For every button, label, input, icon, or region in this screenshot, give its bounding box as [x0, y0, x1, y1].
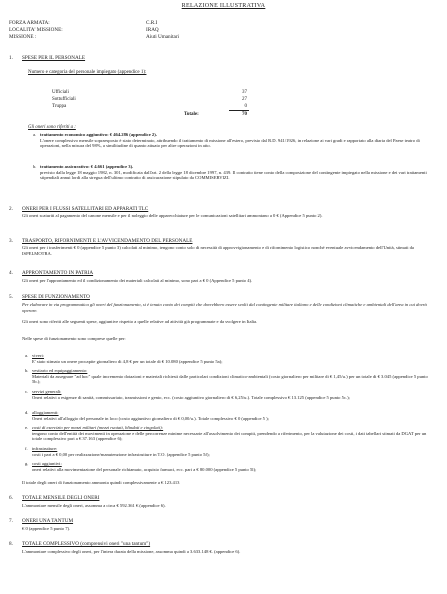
list-marker: a.	[33, 132, 37, 137]
header-label-missione: MISSIONE :	[9, 34, 37, 40]
list-marker: f.	[25, 446, 28, 451]
header-value-forza-armata: C.R.I	[146, 20, 158, 26]
expense-item-heading: infrastrutture:	[32, 446, 58, 451]
section-4-text: Gli oneri per l'approntamento ed il condizionamento dei materiali calcolati al minimo, sono pari a € 0 (Appendice 5 punto 4).	[22, 278, 253, 283]
total-rule	[229, 110, 249, 111]
list-item-heading: trattamento economico aggiuntivo: € 464.286 (appendice 2).	[40, 132, 157, 137]
expense-item-text: Materiali da assegnare "ad hoc" quale incremento dotazioni e materiali richiesti dalle particolari condizioni climatico-ambientali (costo giornaliero per militare di € 1,45/u.) per un totale di € 3.045 (appendice 5 punto 5b.);	[32, 373, 428, 385]
list-item-b	[33, 164, 435, 181]
expense-item-text: oneri relativi alla movimentazione del personale richiamato, acquisto farmaci, ecc. pari a € 80.000 (appendice 5 punto 5l);	[32, 466, 257, 472]
header-label-localita: LOCALITA' MISSIONE:	[9, 27, 63, 33]
section-number: 4.	[9, 270, 13, 276]
section-5-intro-3: Nelle spese di funzionamento sono comprese quelle per:	[22, 336, 126, 341]
section-title: ONERI UNA TANTUM	[22, 518, 74, 524]
list-marker: b.	[25, 368, 29, 373]
section-title: SPESE PER IL PERSONALE	[22, 55, 86, 61]
list-item-text: L'onere complessivo mensile sopraesposto è stato determinato, attribuendo il trattamento di missione all'estero, previsto dal R.D. 941/1926, in relazione ai vari gradi e rapportato alla diaria del Paese teatro di operazioni, nella misura del 98%, a similitudine di quanto attuato per altre operazioni in atto.	[40, 137, 420, 149]
personnel-row-label: Ufficiali	[52, 90, 69, 95]
personnel-row-value: 27	[242, 97, 247, 102]
section-5-intro-2: Gli oneri sono riferiti alle seguenti spese, aggiuntive rispetto a quelle relative ad attività già programmate e da svolgere in Italia.	[22, 319, 258, 324]
document-title: RELAZIONE ILLUSTRATIVA	[181, 3, 266, 9]
list-item-text: previsto dalla legge 18 maggio 1982, n. 301, modificata dall'art. 2 della legge 18 dicembre 1997, n. 439. Il contratto tiene conto della composizione del contingente impiegato nella missione e dei vari trattamenti stipendiali annui lordi alla stregua dell'ultimo contratto di assicurazione stipulato da COMMISERVIZI.	[40, 169, 427, 181]
list-marker: b.	[33, 164, 37, 169]
expense-item-heading: costi di esercizio per mezzi militari (mezzi ruotati, blindati e cingolati):	[32, 425, 164, 430]
expense-item-f	[25, 446, 436, 457]
section-number: 7.	[9, 518, 13, 524]
section-number: 1.	[9, 55, 13, 61]
header-value-missione: Aiuti Umanitari	[146, 34, 179, 40]
personnel-total-value: 70	[242, 112, 247, 117]
personnel-row-value: 37	[242, 90, 247, 95]
section-3-heading	[9, 238, 192, 244]
personnel-total-label: Totale:	[184, 112, 199, 117]
list-item-a	[33, 132, 435, 149]
list-marker: e.	[25, 425, 29, 430]
personnel-intro: Numero e categoria del personale impiegato (appendice 1):	[28, 70, 147, 75]
expense-item-text: tengono conto dell'entità dei movimenti in operazione e delle percorrenze minime necessarie all'assolvimento dei compiti, prendendo a riferimento, per la valutazione dei costi, i dati tabellari stimati da DGAT per un totale complessivo pari a € 37.163 (appendice 6);	[32, 430, 427, 442]
section-5-heading	[9, 294, 90, 300]
expense-item-c	[25, 389, 436, 400]
section-title: TOTALE COMPLESSIVO (comprensivi oneri "una tantum")	[22, 541, 151, 547]
expense-item-heading: servizi generali:	[32, 389, 62, 394]
section-7-text: € 0 (appendice 5 punto 7).	[22, 526, 71, 531]
section-2-text: Gli oneri scaturiti al pagamento del canone mensile e per il noleggio delle apparecchiature per le comunicazioni satellitari ammontano a 0 € (Appendice 5 punto 2).	[22, 213, 323, 218]
list-item-heading: trattamento assicurativo: € 4.661 (appendice 3).	[40, 164, 134, 169]
expense-item-text: costi i pari a € 0,00 per realizzazione/manutenzione infrastrutture in T.O. (appendice 5 punto 5f);	[32, 451, 210, 457]
expense-item-heading: alloggiamenti:	[32, 410, 59, 415]
section-8-heading	[9, 541, 150, 547]
section-number: 8.	[9, 541, 13, 547]
section-number: 5.	[9, 294, 13, 300]
expense-item-b	[25, 368, 436, 385]
list-marker: d.	[25, 410, 29, 415]
section-3-text: Gli oneri per i trasferimenti € 0 (appendice 5 punto 3) calcolati al minimo, tengono conto solo di necessità di approvvigionamento e di rifornimento logistico nonché eventuale avvicendamento dell'Unità, stimati da ISPELMOTRA.	[22, 245, 414, 256]
personnel-row-label: Sottufficiali	[52, 97, 76, 102]
section-2-heading	[9, 206, 148, 212]
expense-item-e	[25, 425, 436, 442]
section-6-heading	[9, 495, 99, 501]
section-7-heading	[9, 518, 73, 524]
list-marker: c.	[25, 389, 29, 394]
expense-item-heading: costi aggiuntivi:	[32, 461, 62, 466]
section-title: ONERI PER I FLUSSI SATELLITARI ED APPARATI TLC	[22, 206, 149, 212]
oneri-subtitle: Gli oneri sono riferiti a :	[28, 125, 76, 130]
section-1-heading	[9, 55, 85, 61]
section-title: SPESE DI FUNZIONAMENTO	[22, 294, 90, 300]
personnel-row-value: 0	[244, 104, 247, 109]
header-label-forza-armata: FORZA ARMATA:	[9, 20, 50, 26]
section-6-text: L'ammontare mensile degli oneri, assomma a circa € 592.361 € (appendice 6).	[22, 503, 166, 508]
section-number: 6.	[9, 495, 13, 501]
section-5-intro: Per elaborare in via programmatica gli oneri del funzionamento, si è tenuto conto dei compiti che dovrebbero essere svolti dal contingente militare italiano e delle condizioni climatiche e ambientali dell'area in cui dovrà operare.	[22, 302, 427, 313]
expense-item-d	[25, 410, 436, 421]
expense-item-g	[25, 461, 436, 472]
expense-item-text: Oneri relativi a esigenze di sanità, commissariato, trasmissioni e genio, ecc. (costo aggiuntivo giornaliero di € 6,25/u.). Totale complessivo € 13.125 (appendice 5 punto 5c.);	[32, 394, 350, 400]
expense-item-a	[25, 353, 436, 364]
list-marker: a.	[25, 353, 29, 358]
section-number: 3.	[9, 238, 13, 244]
section-4-heading	[9, 270, 93, 276]
expense-item-text: E' stato stimato un onere procapite giornaliero di 4,8 € per un totale di € 10.080 (appendice 5 punto 5a);	[32, 358, 223, 364]
section-number: 2.	[9, 206, 13, 212]
section-title: APPRONTAMENTO IN PATRIA	[22, 270, 94, 276]
expense-item-text: Oneri relativi all'alloggio del personale in loco (costo aggiuntivo giornaliero di € 0,00/u.). Totale complessivo € 0 (appendice 5 );	[32, 415, 269, 421]
list-marker: g.	[25, 461, 29, 466]
section-8-text: L'ammontare complessivo degli oneri, per l'intera durata della missione, assomma quindi a 3.633.148 €. (appendice 6).	[22, 549, 241, 554]
header-value-localita: IRAQ	[146, 27, 159, 33]
section-title: TRASPORTO, RIFORNIMENTI E L'AVVICENDAMENTO DEL PERSONALE	[22, 238, 193, 244]
section-5-total: Il totale degli oneri di funzionamento ammonta quindi complessivamente a € 123.413	[22, 480, 180, 485]
expense-item-heading: viveri:	[32, 353, 44, 358]
expense-item-heading: vestiario ed equipaggiamento:	[32, 368, 88, 373]
personnel-row-label: Truppa	[52, 104, 67, 109]
section-title: TOTALE MENSILE DEGLI ONERI	[22, 495, 100, 501]
